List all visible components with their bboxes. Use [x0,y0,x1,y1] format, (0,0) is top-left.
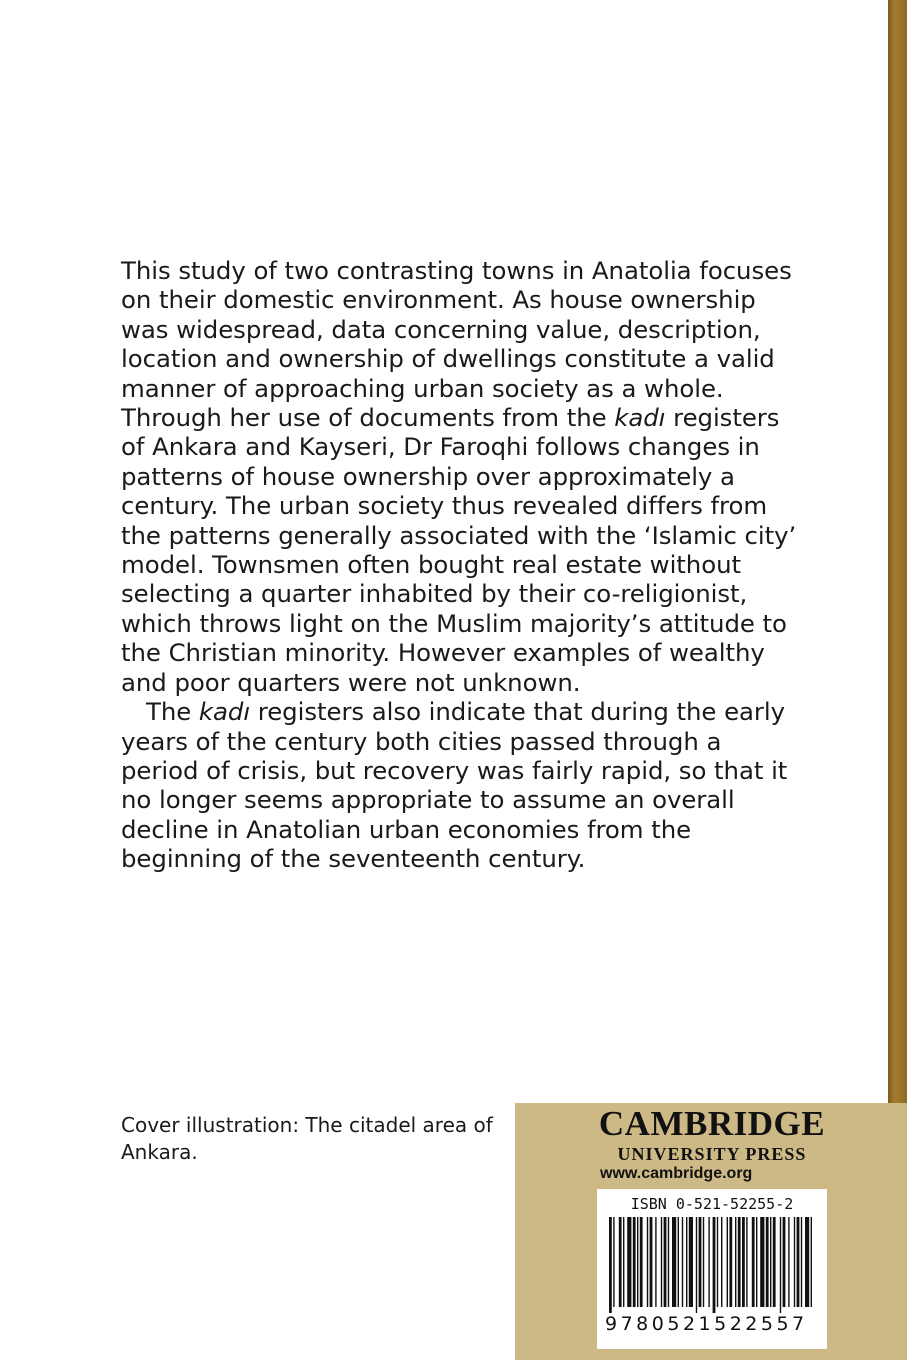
barcode-bar [756,1217,757,1307]
barcode-bar [696,1217,697,1313]
caption-line: Ankara. [121,1140,198,1164]
barcode-bar [713,1217,716,1313]
barcode-bar [752,1217,755,1307]
cover-illustration-caption [121,1112,511,1166]
barcode-bar [801,1217,802,1307]
blurb-text: The [146,697,199,727]
barcode-bar [770,1217,771,1307]
barcode-bar [699,1217,702,1307]
barcode-bar [633,1217,636,1307]
kadi-term: kadı [198,697,251,727]
publisher-panel [515,1103,907,1360]
barcode-bar [811,1217,812,1307]
blurb-line: model. Townsmen often bought real estate without [121,550,742,580]
barcode-bar [686,1217,687,1307]
blurb-line: the Christian minority. However examples of wealthy [121,638,765,668]
barcode-panel [597,1189,827,1349]
blurb-line: selecting a quarter inhabited by their co-religionist, [121,579,748,609]
blurb-text: Through her use of documents from the [121,403,615,433]
barcode-bar [619,1217,622,1307]
barcode-bar [689,1217,693,1307]
barcode-bar [721,1217,722,1307]
barcode-bar [664,1217,667,1307]
blurb-text: registers also indicate that during the early [250,697,786,727]
blurb-line: patterns of house ownership over approximately a [121,461,735,491]
barcode-bar [805,1217,809,1307]
publisher-subtitle: UNIVERSITY PRESS [617,1144,807,1164]
blurb-paragraph-2 [121,697,791,873]
barcode-bar [780,1217,781,1313]
barcode-bar [703,1217,704,1307]
barcode-bar [746,1217,747,1307]
barcode-bar [647,1217,648,1307]
barcode-bar [783,1217,786,1307]
barcode-bar [640,1217,643,1307]
back-cover-blurb [121,256,797,874]
barcode-bar [766,1217,769,1307]
ean-number: 9780521522557 [605,1313,808,1335]
blurb-line: was widespread, data concerning value, description, [121,314,761,344]
barcode-bar [738,1217,741,1307]
blurb-line: century. The urban society thus revealed differs from [121,491,768,521]
barcode-bar [668,1217,669,1307]
blurb-line: beginning of the seventeenth century. [121,844,586,874]
publisher-name: CAMBRIDGE [598,1104,826,1143]
blurb-line: and poor quarters were not unknown. [121,667,581,697]
barcode-bar [729,1217,732,1307]
blurb-line: years of the century both cities passed through a [121,726,722,756]
barcode-bar [650,1217,653,1307]
barcode-bar [708,1217,709,1307]
barcode-bar [727,1217,728,1307]
barcode-bar [735,1217,736,1307]
barcode-bar [613,1217,614,1307]
barcode-bar [672,1217,676,1307]
barcode-bar [609,1217,612,1313]
blurb-line: This study of two contrasting towns in Anatolia focuses [121,256,792,285]
barcode-bar [655,1217,656,1307]
blurb-line: decline in Anatolian urban economies from the [121,814,692,844]
barcode-bar [717,1217,718,1307]
blurb-text: registers [665,403,780,433]
blurb-line: location and ownership of dwellings constitute a valid [121,344,775,374]
blurb-line: the patterns generally associated with the ‘Islamic city’ [121,520,797,550]
barcode-bar [637,1217,638,1307]
publisher-logo [597,1103,827,1165]
blurb-line: no longer seems appropriate to assume an overall [121,785,735,815]
barcode-bar [773,1217,776,1307]
barcode-bar [797,1217,800,1307]
barcode-bar [678,1217,679,1307]
barcode-bar [742,1217,745,1307]
blurb-line: on their domestic environment. As house ownership [121,285,756,315]
blurb-line: period of crisis, but recovery was fairly rapid, so that it [121,755,788,785]
barcode-bar [788,1217,789,1307]
barcode-bar [682,1217,683,1307]
kadi-term: kadı [614,403,666,433]
blurb-paragraph-1 [121,256,797,697]
barcode-bar [794,1217,795,1307]
barcode-bar [760,1217,764,1307]
barcode-bar [661,1217,662,1307]
blurb-line [121,403,791,432]
barcode-bar [627,1217,631,1307]
blurb-line: of Ankara and Kayseri, Dr Faroqhi follows changes in [121,432,760,462]
blurb-line: manner of approaching urban society as a whole. [121,373,724,403]
caption-line: Cover illustration: The citadel area of [121,1113,493,1137]
barcode-bar [623,1217,624,1307]
isbn-number: ISBN 0-521-52255-2 [630,1195,794,1213]
publisher-website: www.cambridge.org [600,1165,753,1182]
blurb-line [121,697,791,726]
barcode-image [607,1217,817,1313]
blurb-line: which throws light on the Muslim majority’s attitude to [121,608,787,638]
